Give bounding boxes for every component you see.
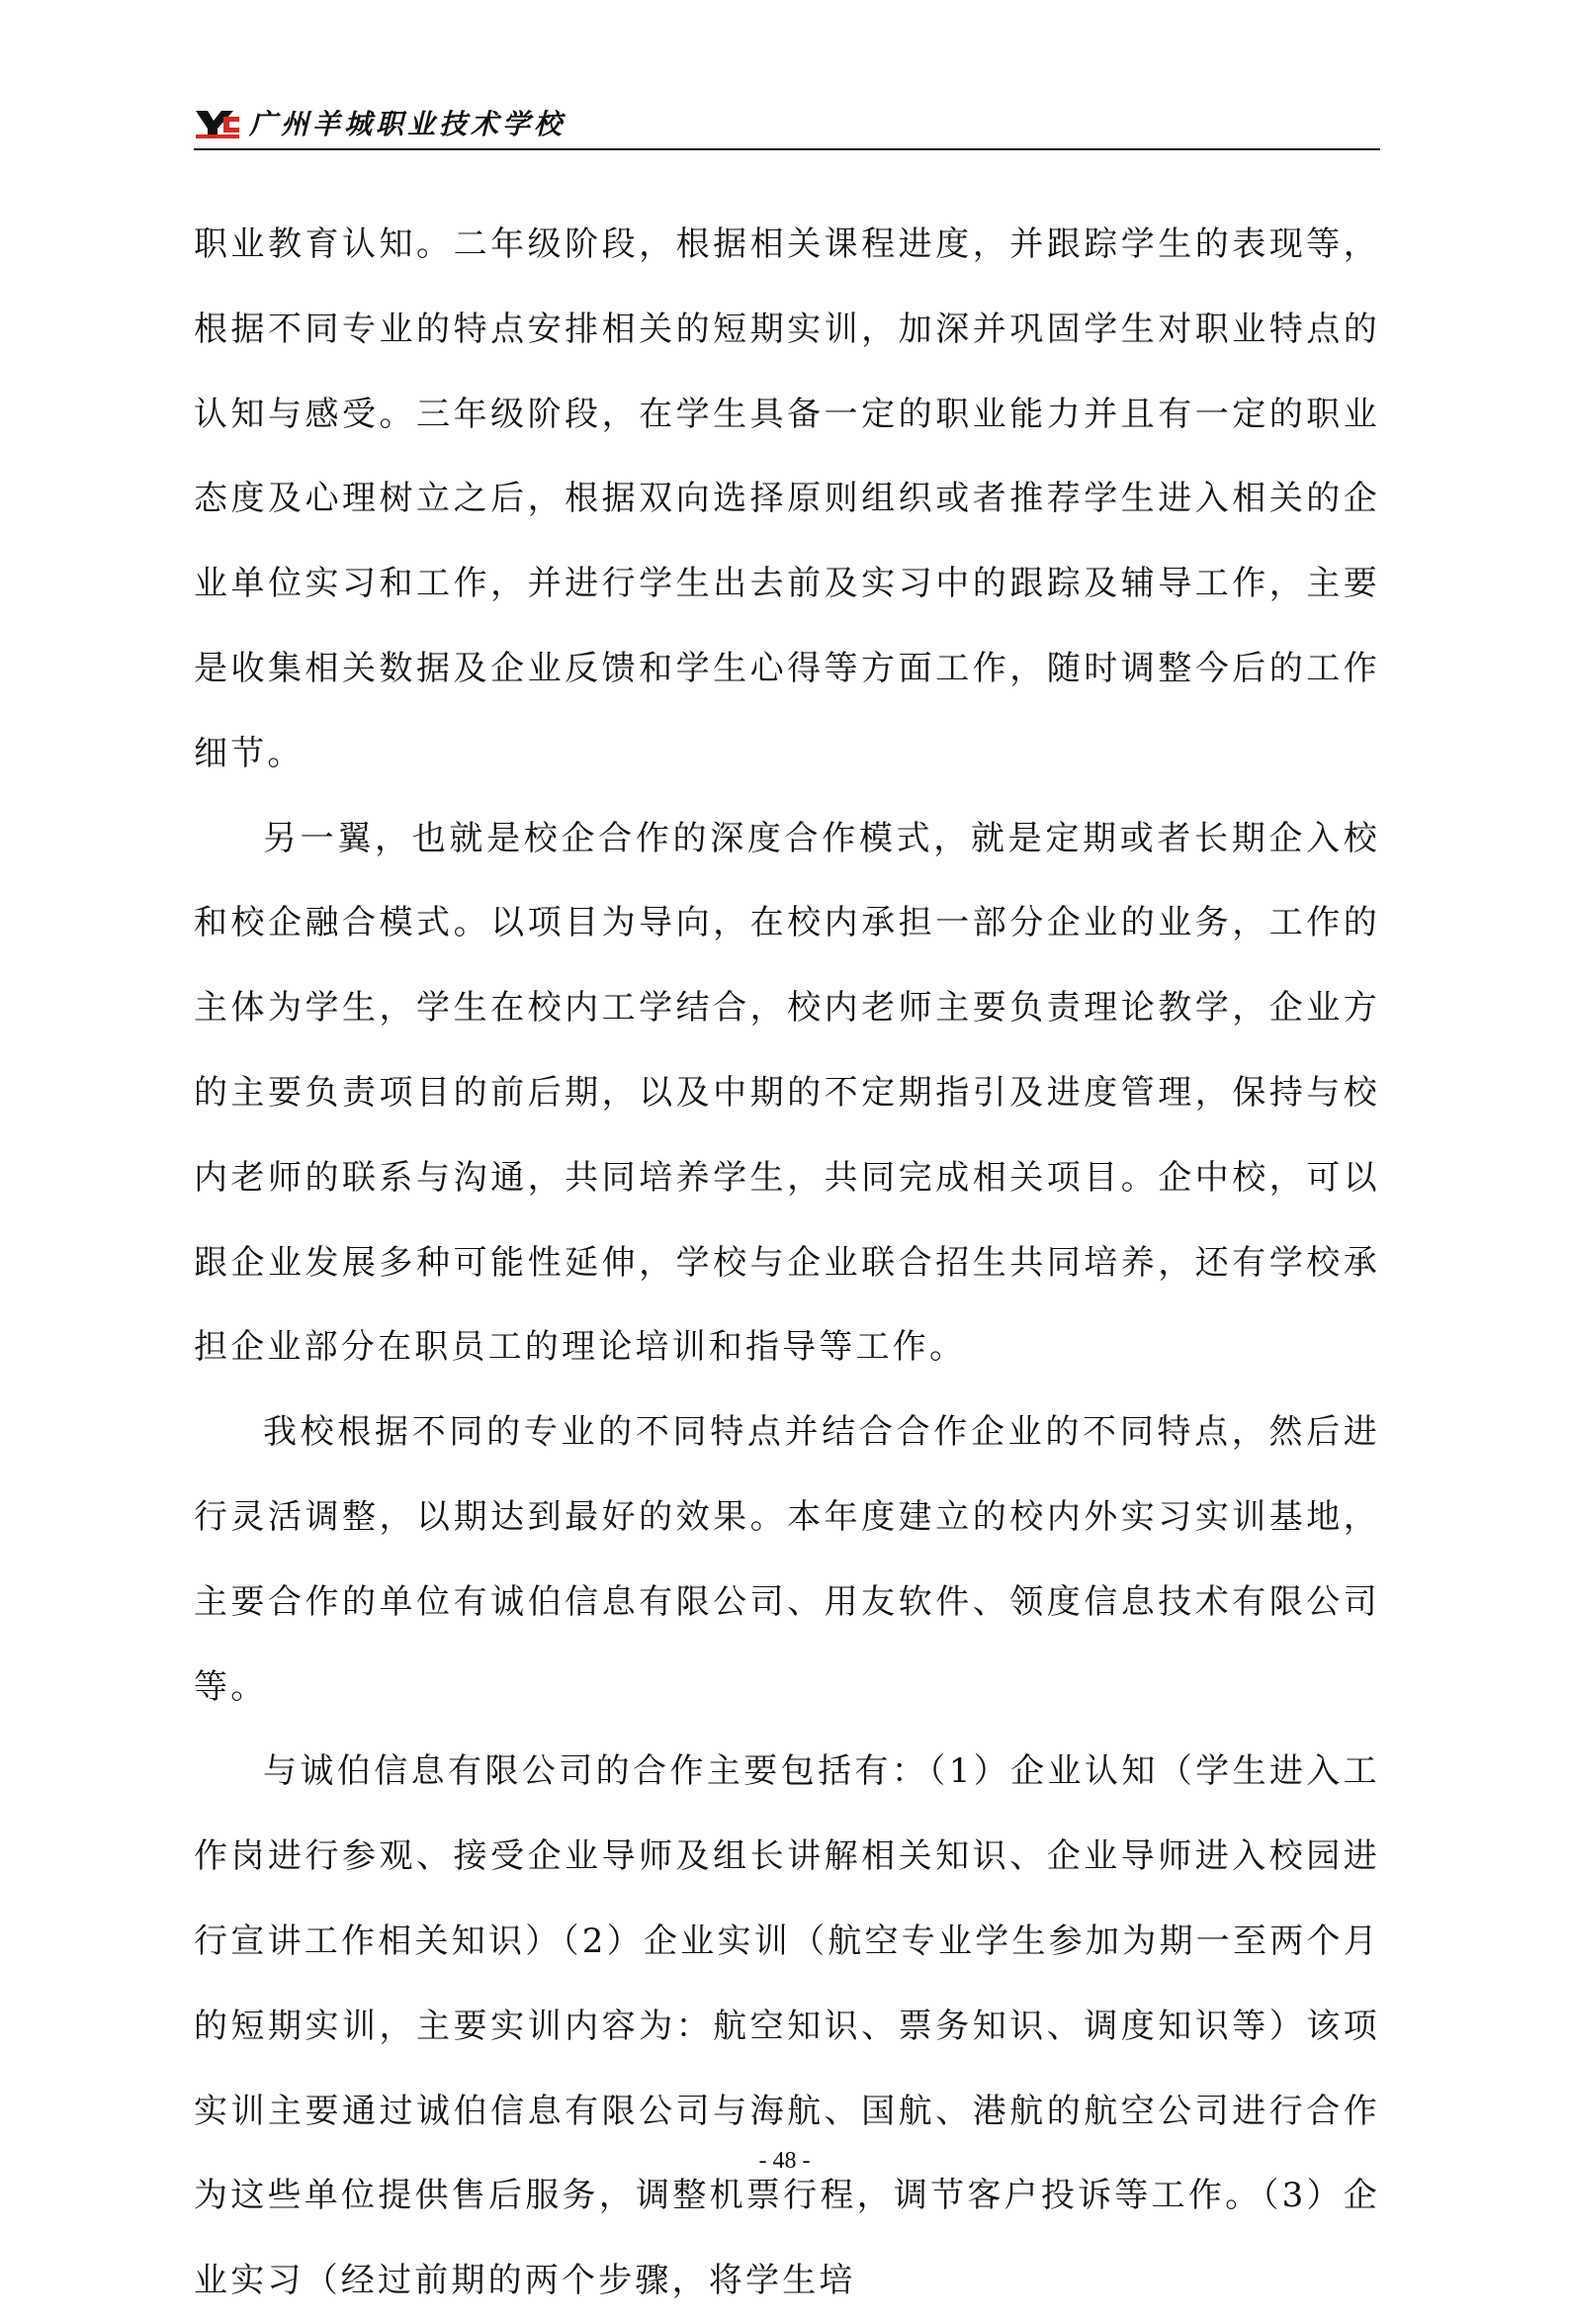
- paragraph-3: 我校根据不同的专业的不同特点并结合合作企业的不同特点，然后进行灵活调整，以期达到最好的效果。本年度建立的校内外实习实训基地，主要合作的单位有诚伯信息有限公司、用友软件、领度信息技术有限公司等。: [194, 1412, 1380, 1707]
- header-divider: [194, 148, 1380, 150]
- page-header: [194, 103, 1380, 148]
- school-logo-icon: [194, 107, 241, 142]
- paragraph-4: 与诚伯信息有限公司的合作主要包括有：（1）企业认知（学生进入工作岗进行参观、接受企业导师及组长讲解相关知识、企业导师进入校园进行宣讲工作相关知识）（2）企业实训（航空专业学生参加为期一至两个月的短期实训，主要实训内容为：航空知识、票务知识、调度知识等）该项实训主要通过诚伯信息有限公司与海航、国航、港航的航空公司进行合作为这些单位提供售后服务，调整机票行程，调节客户投诉等工作。（3）企业实习（经过前期的两个步骤，将学生培: [194, 1751, 1380, 2301]
- school-name: 广州羊城职业技术学校: [249, 108, 567, 140]
- paragraph-2: 另一翼，也就是校企合作的深度合作模式，就是定期或者长期企入校和校企融合模式。以项目为导向，在校内承担一部分企业的业务，工作的主体为学生，学生在校内工学结合，校内老师主要负责理论教学，企业方的主要负责项目的前后期，以及中期的不定期指引及进度管理，保持与校内老师的联系与沟通，共同培养学生，共同完成相关项目。企中校，可以跟企业发展多种可能性延伸，学校与企业联合招生共同培养，还有学校承担企业部分在职员工的理论培训和指导等工作。: [194, 818, 1380, 1368]
- paragraph-1: 职业教育认知。二年级阶段，根据相关课程进度，并跟踪学生的表现等，根据不同专业的特点安排相关的短期实训，加深并巩固学生对职业特点的认知与感受。三年级阶段，在学生具备一定的职业能力并且有一定的职业态度及心理树立之后，根据双向选择原则组织或者推荐学生进入相关的企业单位实习和工作，并进行学生出去前及实习中的跟踪及辅导工作，主要是收集相关数据及企业反馈和学生心得等方面工作，随时调整今后的工作细节。: [194, 224, 1380, 773]
- page-number: - 48 -: [758, 2148, 811, 2174]
- page-body: [194, 203, 1380, 2324]
